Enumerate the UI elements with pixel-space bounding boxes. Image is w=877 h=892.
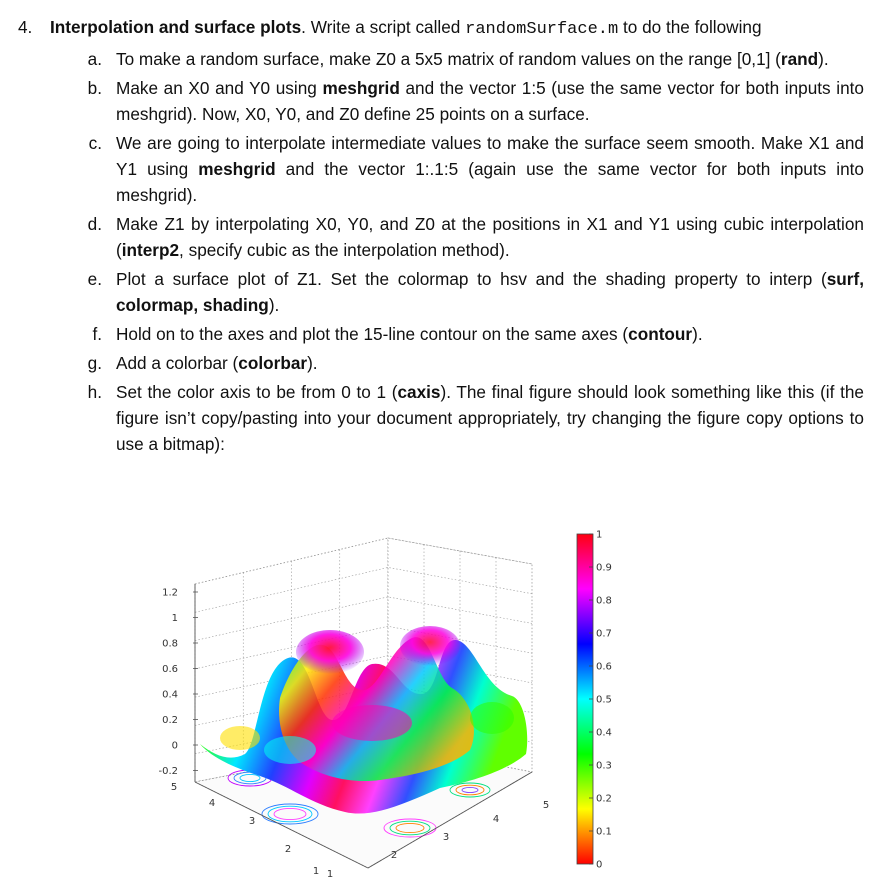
function-name: contour (628, 324, 693, 344)
colorbar-tick-label: 0.3 (596, 760, 612, 772)
instruction-text-run: Hold on to the axes and plot the 15-line contour on the same axes ( (116, 324, 629, 344)
x-tick-label: 2 (390, 850, 398, 861)
x-tick-label: 3 (442, 832, 450, 843)
function-name: meshgrid (198, 159, 276, 179)
intro-after: to do the following (618, 17, 762, 37)
instruction-text-run: Add a colorbar ( (116, 353, 239, 373)
instruction-text-run: Set the color axis to be from 0 to 1 ( (116, 382, 398, 402)
function-name: rand (780, 49, 819, 69)
colorbar-tick-label: 0.9 (596, 562, 612, 574)
surface-peak (296, 630, 364, 674)
colorbar-tick-label: 1 (596, 529, 603, 541)
instruction-text-run: ). (268, 295, 280, 315)
surface-peak (400, 626, 460, 666)
instruction-text (116, 46, 864, 72)
surface-valley (264, 736, 316, 764)
x-tick-label: 4 (492, 814, 500, 825)
instruction-item (18, 46, 864, 72)
instruction-text (116, 211, 864, 263)
surface-valley (470, 702, 514, 734)
function-name: meshgrid (322, 78, 400, 98)
z-tick-label: 0.8 (162, 638, 178, 650)
y-tick-label: 5 (170, 782, 178, 793)
instruction-list (18, 46, 864, 457)
instruction-text (116, 350, 864, 376)
instruction-label: b. (87, 78, 102, 98)
instruction-text-run: ). (692, 324, 703, 344)
instruction-text-run: and the vector 1:5 (use the same vector for both inputs into meshgrid). Now, X0, Y0, and Z0 define 25 points on a surface. (116, 78, 864, 124)
instruction-item (18, 130, 864, 208)
z-tick-label: -0.2 (158, 766, 178, 777)
y-tick-label: 2 (284, 844, 292, 855)
function-name: interp2 (121, 240, 180, 260)
instruction-text-run: Make an X0 and Y0 using (116, 78, 323, 98)
surface-plot-figure (140, 518, 620, 890)
colorbar-tick-label: 0.1 (596, 826, 612, 838)
x-tick-label: 5 (542, 800, 550, 811)
instruction-text-run: To make a random surface, make Z0 a 5x5 matrix of random values on the range [0,1] ( (116, 49, 781, 69)
instruction-text (116, 266, 864, 318)
instruction-item (18, 266, 864, 318)
colorbar-tick-label: 0.6 (596, 661, 612, 673)
colorbar-tick-label: 0.2 (596, 793, 612, 805)
instruction-label: d. (87, 214, 102, 234)
y-tick-label: 3 (248, 816, 256, 827)
instruction-text-run: ). (818, 49, 829, 69)
instruction-label: g. (87, 353, 102, 373)
surface-valley (220, 726, 260, 750)
z-tick-label: 0 (171, 740, 178, 752)
instruction-label: a. (87, 49, 102, 69)
y-tick-label: 4 (208, 798, 216, 809)
question-intro (50, 14, 762, 43)
colorbar-tick-label: 0.5 (596, 694, 612, 706)
instruction-text (116, 75, 864, 127)
instruction-text (116, 321, 864, 347)
instruction-text-run: ). (307, 353, 318, 373)
colorbar-tick-label: 0.4 (596, 727, 612, 739)
instruction-item (18, 321, 864, 347)
x-tick-label: 1 (326, 869, 334, 880)
z-tick-label: 0.4 (162, 689, 178, 701)
colorbar-tick-label: 0.7 (596, 628, 612, 640)
instruction-text (116, 379, 864, 457)
z-tick-label: 0.6 (162, 664, 178, 675)
instruction-item (18, 75, 864, 127)
z-tick-label: 1 (171, 613, 178, 624)
question-block (18, 14, 864, 457)
instruction-text-run: Plot a surface plot of Z1. Set the colormap to hsv and the shading property to interp ( (116, 269, 827, 289)
question-heading (18, 14, 864, 43)
z-tick-label: 1.2 (162, 587, 178, 599)
instruction-label: f. (92, 324, 102, 344)
question-number: 4. (18, 17, 33, 37)
script-name: randomSurface.m (465, 20, 619, 39)
instruction-label: h. (87, 382, 102, 402)
instruction-text-run: We are going to interpolate intermediate values to make the surface seem smooth. Make X1 and Y1 using (116, 133, 864, 179)
instruction-text (116, 130, 864, 208)
instruction-item (18, 379, 864, 457)
instruction-item (18, 350, 864, 376)
surface-plot-canvas (140, 518, 620, 890)
surface-valley (332, 705, 412, 741)
instruction-text-run: and the vector 1:.1:5 (again use the same vector for both inputs into meshgrid). (116, 159, 864, 205)
instruction-text-run: Make Z1 by interpolating X0, Y0, and Z0 at the positions in X1 and Y1 using cubic interpolation ( (116, 214, 864, 260)
intro-before: . Write a script called (301, 17, 466, 37)
y-tick-label: 1 (312, 866, 320, 877)
colorbar-tick-label: 0.8 (596, 595, 612, 607)
function-name: surf, colormap, shading (116, 269, 864, 315)
z-tick-label: 0.2 (162, 715, 178, 726)
colorbar-tick-label: 0 (596, 859, 603, 871)
question-title: Interpolation and surface plots (50, 17, 302, 37)
instruction-text-run: , specify cubic as the interpolation method). (179, 240, 510, 260)
function-name: colorbar (238, 353, 308, 373)
instruction-text-run: ). The final figure should look something like this (if the figure isn’t copy/pasting into your document appropriately, try changing the figure copy options to use a bitmap): (116, 382, 864, 454)
instruction-label: c. (88, 133, 102, 153)
instruction-label: e. (87, 269, 102, 289)
chart-layer (158, 530, 611, 881)
function-name: caxis (397, 382, 441, 402)
instruction-item (18, 211, 864, 263)
